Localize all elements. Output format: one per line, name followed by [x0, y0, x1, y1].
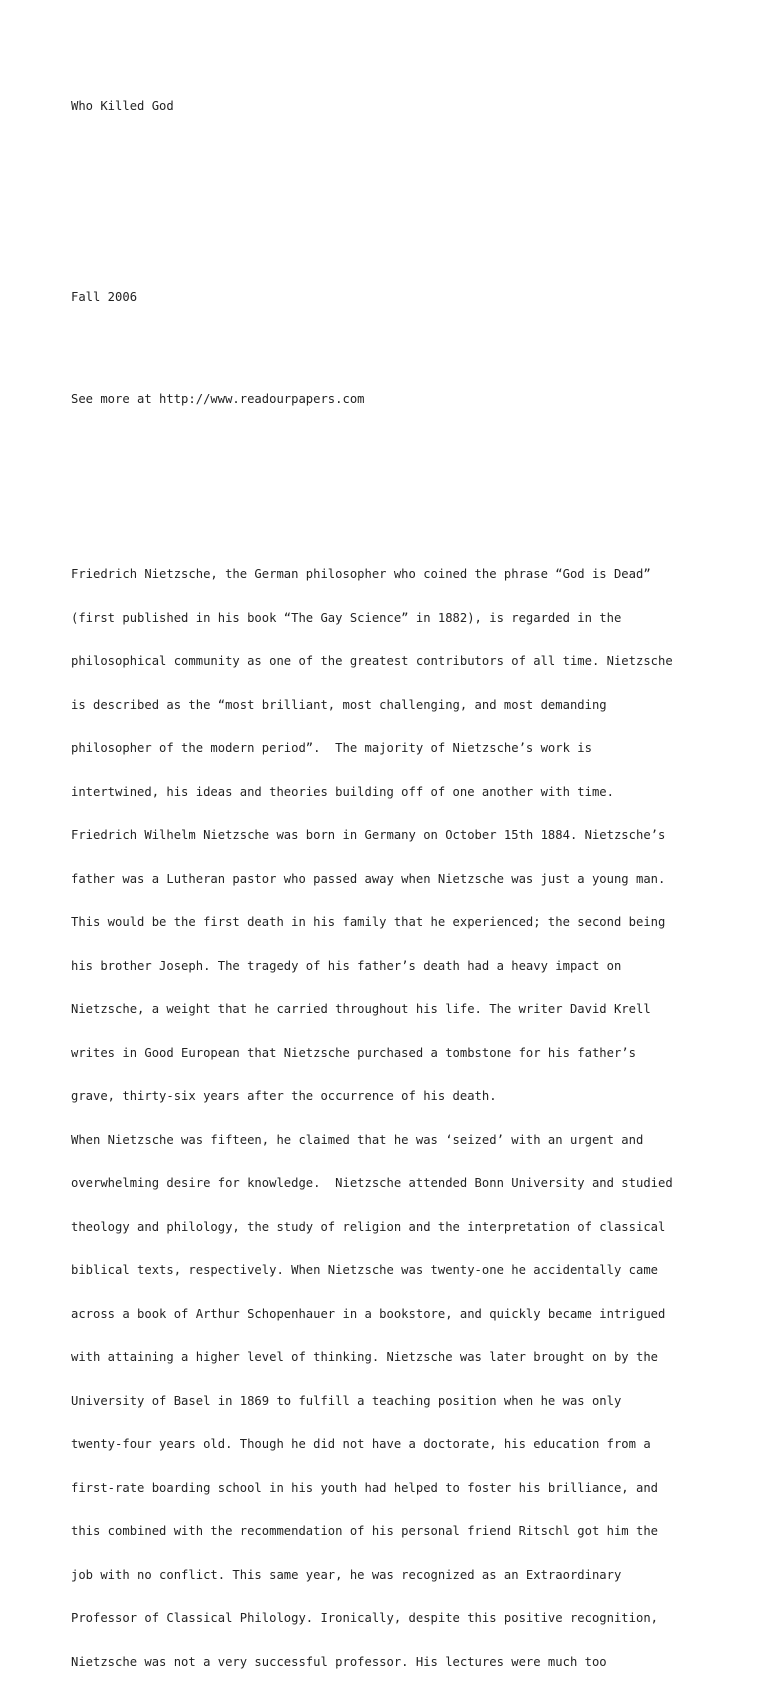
document-date: Fall 2006: [71, 290, 138, 304]
body-text: [71, 538, 673, 1698]
body-line: (first published in his book “The Gay Science” in 1882), is regarded in the: [71, 610, 622, 625]
body-line: Friedrich Wilhelm Nietzsche was born in Germany on October 15th 1884. Nietzsche’s: [71, 828, 666, 842]
body-line: writes in Good European that Nietzsche purchased a tombstone for his father’s: [71, 1045, 636, 1060]
body-line: with attaining a higher level of thinking. Nietzsche was later brought on by the: [71, 1350, 658, 1364]
body-line: This would be the first death in his family that he experienced; the second being: [71, 915, 666, 929]
body-line: father was a Lutheran pastor who passed away when Nietzsche was just a young man.: [71, 871, 666, 886]
body-line: theology and philology, the study of religion and the interpretation of classical: [71, 1219, 666, 1234]
body-line: Friedrich Nietzsche, the German philosopher who coined the phrase “God is Dead”: [71, 567, 651, 581]
body-line: philosopher of the modern period”. The majority of Nietzsche’s work is: [71, 741, 592, 755]
body-line: biblical texts, respectively. When Nietzsche was twenty-one he accidentally came: [71, 1263, 658, 1277]
body-line: University of Basel in 1869 to fulfill a teaching position when he was only: [71, 1393, 622, 1408]
body-line: overwhelming desire for knowledge. Nietzsche attended Bonn University and studied: [71, 1176, 673, 1190]
document-title: Who Killed God: [71, 99, 174, 113]
body-line: Nietzsche, a weight that he carried throughout his life. The writer David Krell: [71, 1002, 651, 1016]
body-line: across a book of Arthur Schopenhauer in a bookstore, and quickly became intrigued: [71, 1306, 666, 1321]
body-line: is described as the “most brilliant, most challenging, and most demanding: [71, 697, 607, 712]
body-line: job with no conflict. This same year, he was recognized as an Extraordinary: [71, 1567, 622, 1582]
body-line: intertwined, his ideas and theories building off of one another with time.: [71, 784, 614, 799]
body-line: first-rate boarding school in his youth had helped to foster his brilliance, and: [71, 1480, 658, 1495]
body-line: Professor of Classical Philology. Ironically, despite this positive recognition,: [71, 1611, 658, 1625]
body-line: Nietzsche was not a very successful professor. His lectures were much too: [71, 1654, 607, 1669]
body-line: philosophical community as one of the greatest contributors of all time. Nietzsche: [71, 654, 673, 668]
body-line: his brother Joseph. The tragedy of his father’s death had a heavy impact on: [71, 958, 622, 973]
body-line: twenty-four years old. Though he did not have a doctorate, his education from a: [71, 1437, 651, 1451]
source-link-line: See more at http://www.readourpapers.com: [71, 392, 365, 406]
body-line: grave, thirty-six years after the occurrence of his death.: [71, 1089, 497, 1103]
body-line: this combined with the recommendation of his personal friend Ritschl got him the: [71, 1524, 658, 1538]
body-line: When Nietzsche was fifteen, he claimed that he was ‘seized’ with an urgent and: [71, 1132, 644, 1147]
